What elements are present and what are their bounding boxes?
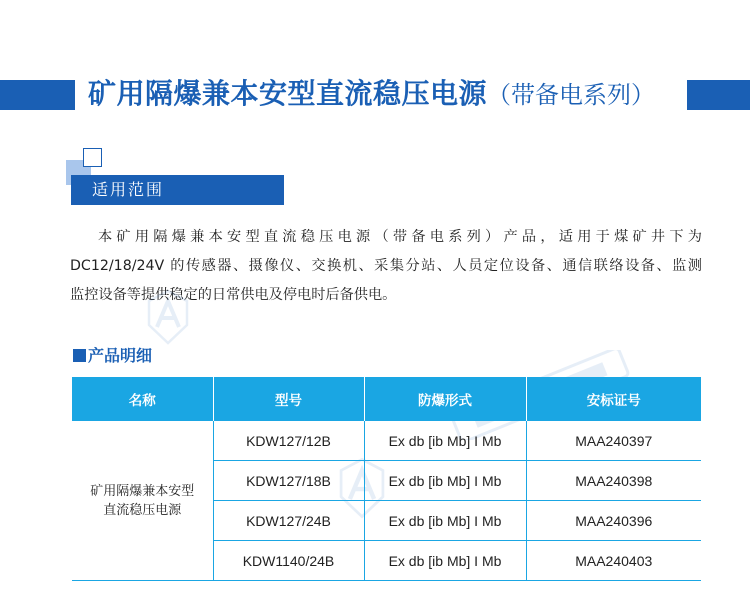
title-bar-left <box>0 80 75 110</box>
product-name-line-2: 直流稳压电源 <box>103 502 182 518</box>
cert-cell: MAA240398 <box>526 461 701 501</box>
square-bullet-icon <box>73 349 86 362</box>
cert-cell: MAA240396 <box>526 501 701 541</box>
scope-line-1: 本矿用隔爆兼本安型直流稳压电源（带备电系列）产品，适用于煤矿井下为 <box>98 229 702 245</box>
section-deco-square-outline <box>83 148 102 167</box>
header-name: 名称 <box>72 377 213 421</box>
cert-cell: MAA240397 <box>526 421 701 461</box>
explosion-type-cell: Ex db [ib Mb] I Mb <box>364 421 526 461</box>
table-header-row <box>72 377 701 421</box>
page-title-main: 矿用隔爆兼本安型直流稳压电源 <box>88 77 488 110</box>
header-explosion-type: 防爆形式 <box>364 377 526 421</box>
header-model: 型号 <box>213 377 364 421</box>
model-cell: KDW127/12B <box>213 421 364 461</box>
title-bar-right <box>687 80 750 110</box>
cert-cell: MAA240403 <box>526 541 701 581</box>
product-name-cell <box>72 421 213 581</box>
model-cell: KDW1140/24B <box>213 541 364 581</box>
section-scope-label: 适用范围 <box>92 180 165 199</box>
page-title <box>88 74 655 114</box>
header-cert: 安标证号 <box>526 377 701 421</box>
explosion-type-cell: Ex db [ib Mb] I Mb <box>364 541 526 581</box>
scope-line-3: 监控设备等提供稳定的日常供电及停电时后备供电。 <box>70 287 397 303</box>
section-products-label: 产品明细 <box>88 346 153 365</box>
section-products-heading <box>73 344 152 368</box>
explosion-type-cell: Ex db [ib Mb] I Mb <box>364 461 526 501</box>
product-table <box>72 377 701 581</box>
product-name-line-1: 矿用隔爆兼本安型 <box>90 483 195 499</box>
table-row <box>72 421 701 461</box>
model-cell: KDW127/18B <box>213 461 364 501</box>
explosion-type-cell: Ex db [ib Mb] I Mb <box>364 501 526 541</box>
scope-paragraph <box>70 223 702 310</box>
model-cell: KDW127/24B <box>213 501 364 541</box>
scope-line-2: DC12/18/24V 的传感器、摄像仪、交换机、采集分站、人员定位设备、通信联络设备、监测 <box>70 258 702 274</box>
page-title-suffix: （带备电系列） <box>487 81 656 109</box>
